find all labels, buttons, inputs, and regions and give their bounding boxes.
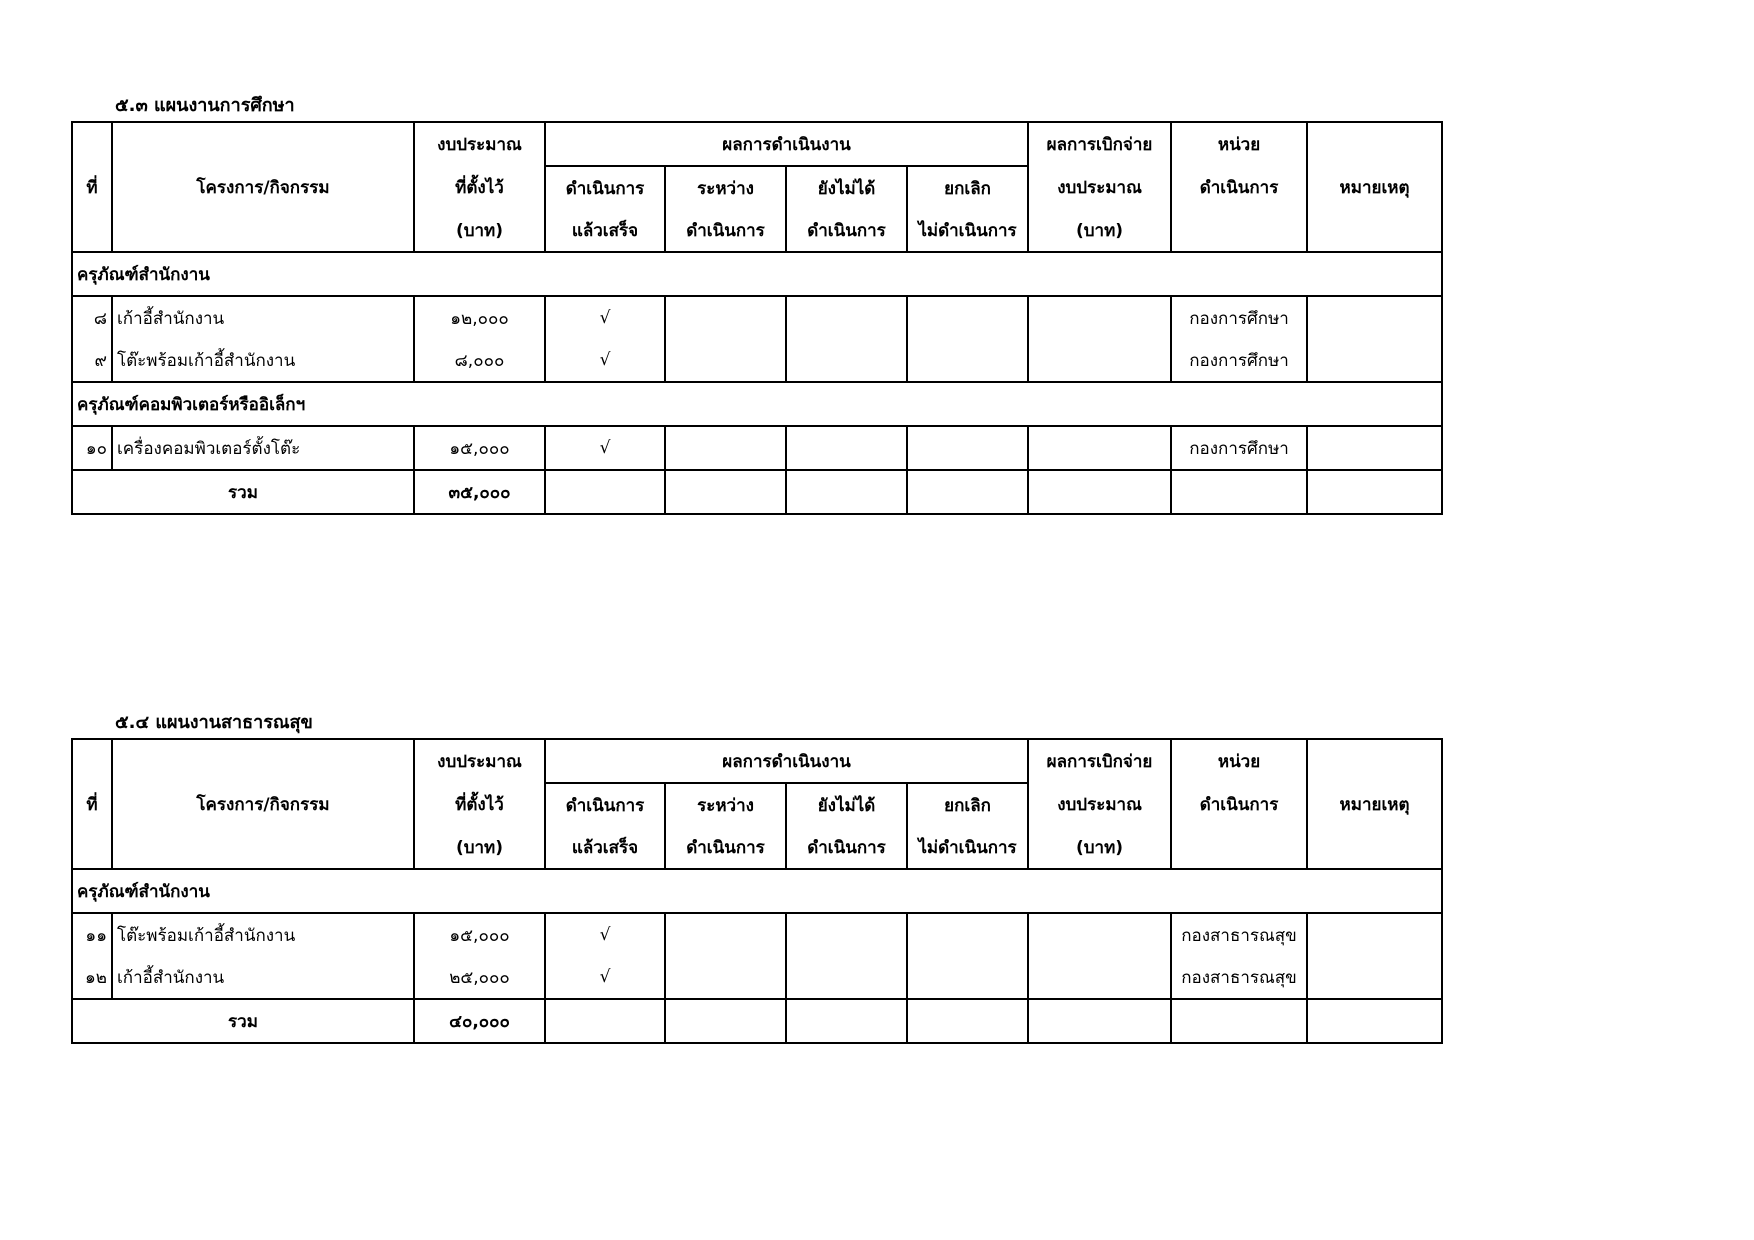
category-row: ครุภัณฑ์คอมพิวเตอร์หรืออิเล็กฯ: [72, 382, 1442, 426]
col-header-budget-1: งบประมาณ: [414, 122, 545, 166]
col-header-disburse-1: ผลการเบิกจ่าย: [1028, 739, 1171, 783]
col-header-unit-2: ดำเนินการ: [1171, 783, 1307, 826]
total-label: รวม: [72, 470, 414, 514]
category-row: ครุภัณฑ์สำนักงาน: [72, 252, 1442, 296]
col-header-unit-1: หน่วย: [1171, 739, 1307, 783]
row-no: ๙: [72, 339, 112, 382]
row-no: ๘: [72, 296, 112, 339]
col-header-no: [72, 122, 112, 166]
col-header-budget-2: ที่ตั้งไว้: [414, 166, 545, 209]
col-header-disburse-3: (บาท): [1028, 826, 1171, 869]
status-progress-1: ระหว่าง: [665, 783, 786, 826]
status-notyet-2: ดำเนินการ: [786, 826, 907, 869]
row-unit: กองสาธารณสุข: [1171, 956, 1307, 999]
col-header-project-label: โครงการ/กิจกรรม: [112, 166, 414, 209]
status-progress-1: ระหว่าง: [665, 166, 786, 209]
status-notyet-2: ดำเนินการ: [786, 209, 907, 252]
status-progress-2: ดำเนินการ: [665, 209, 786, 252]
row-budget: ๘,๐๐๐: [414, 339, 545, 382]
col-header-remark-top: [1307, 122, 1442, 166]
col-header-disburse-2: งบประมาณ: [1028, 783, 1171, 826]
table-row: [72, 956, 1442, 999]
section-title-education: ๕.๓ แผนงานการศึกษา: [115, 95, 295, 116]
row-done-check: √: [545, 339, 665, 382]
col-header-remark: หมายเหตุ: [1307, 166, 1442, 209]
status-done-1: ดำเนินการ: [545, 166, 665, 209]
col-header-budget-3: (บาท): [414, 209, 545, 252]
col-header-unit-1: หน่วย: [1171, 122, 1307, 166]
status-progress-2: ดำเนินการ: [665, 826, 786, 869]
col-header-result: ผลการดำเนินงาน: [545, 739, 1028, 783]
row-unit: กองการศึกษา: [1171, 339, 1307, 382]
total-value: ๔๐,๐๐๐: [414, 999, 545, 1043]
col-header-unit-2: ดำเนินการ: [1171, 166, 1307, 209]
status-done-1: ดำเนินการ: [545, 783, 665, 826]
category-row: ครุภัณฑ์สำนักงาน: [72, 869, 1442, 913]
col-header-budget-1: งบประมาณ: [414, 739, 545, 783]
status-done-2: แล้วเสร็จ: [545, 209, 665, 252]
row-done-check: √: [545, 296, 665, 339]
row-name: โต๊ะพร้อมเก้าอี้สำนักงาน: [112, 913, 414, 956]
education-plan-table: [71, 121, 1443, 515]
status-cancel-1: ยกเลิก: [907, 166, 1028, 209]
public-health-plan-table: [71, 738, 1443, 1044]
row-name: เครื่องคอมพิวเตอร์ตั้งโต๊ะ: [112, 426, 414, 470]
row-no: ๑๐: [72, 426, 112, 470]
section-title-public-health: ๕.๔ แผนงานสาธารณสุข: [115, 712, 313, 733]
table-row: [72, 426, 1442, 470]
col-header-result: ผลการดำเนินงาน: [545, 122, 1028, 166]
col-header-no-label: ที่: [72, 783, 112, 826]
col-header-project: [112, 122, 414, 166]
row-no: ๑๑: [72, 913, 112, 956]
status-cancel-1: ยกเลิก: [907, 783, 1028, 826]
row-budget: ๑๕,๐๐๐: [414, 913, 545, 956]
status-notyet-1: ยังไม่ได้: [786, 783, 907, 826]
status-notyet-1: ยังไม่ได้: [786, 166, 907, 209]
row-done-check: √: [545, 426, 665, 470]
col-header-remark: หมายเหตุ: [1307, 783, 1442, 826]
col-header-disburse-2: งบประมาณ: [1028, 166, 1171, 209]
col-header-budget-2: ที่ตั้งไว้: [414, 783, 545, 826]
row-budget: ๑๕,๐๐๐: [414, 426, 545, 470]
row-name: เก้าอี้สำนักงาน: [112, 296, 414, 339]
row-no: ๑๒: [72, 956, 112, 999]
col-header-no-label: ที่: [72, 166, 112, 209]
status-cancel-2: ไม่ดำเนินการ: [907, 826, 1028, 869]
row-unit: กองการศึกษา: [1171, 426, 1307, 470]
row-done-check: √: [545, 913, 665, 956]
total-label: รวม: [72, 999, 414, 1043]
row-budget: ๒๕,๐๐๐: [414, 956, 545, 999]
col-header-disburse-1: ผลการเบิกจ่าย: [1028, 122, 1171, 166]
total-row: [72, 470, 1442, 514]
table-row: [72, 913, 1442, 956]
row-budget: ๑๒,๐๐๐: [414, 296, 545, 339]
total-row: [72, 999, 1442, 1043]
col-header-disburse-3: (บาท): [1028, 209, 1171, 252]
row-done-check: √: [545, 956, 665, 999]
status-cancel-2: ไม่ดำเนินการ: [907, 209, 1028, 252]
row-unit: กองสาธารณสุข: [1171, 913, 1307, 956]
row-name: เก้าอี้สำนักงาน: [112, 956, 414, 999]
row-unit: กองการศึกษา: [1171, 296, 1307, 339]
col-header-project-label: โครงการ/กิจกรรม: [112, 783, 414, 826]
col-header-budget-3: (บาท): [414, 826, 545, 869]
table-row: [72, 339, 1442, 382]
status-done-2: แล้วเสร็จ: [545, 826, 665, 869]
row-name: โต๊ะพร้อมเก้าอี้สำนักงาน: [112, 339, 414, 382]
table-row: [72, 296, 1442, 339]
total-value: ๓๕,๐๐๐: [414, 470, 545, 514]
